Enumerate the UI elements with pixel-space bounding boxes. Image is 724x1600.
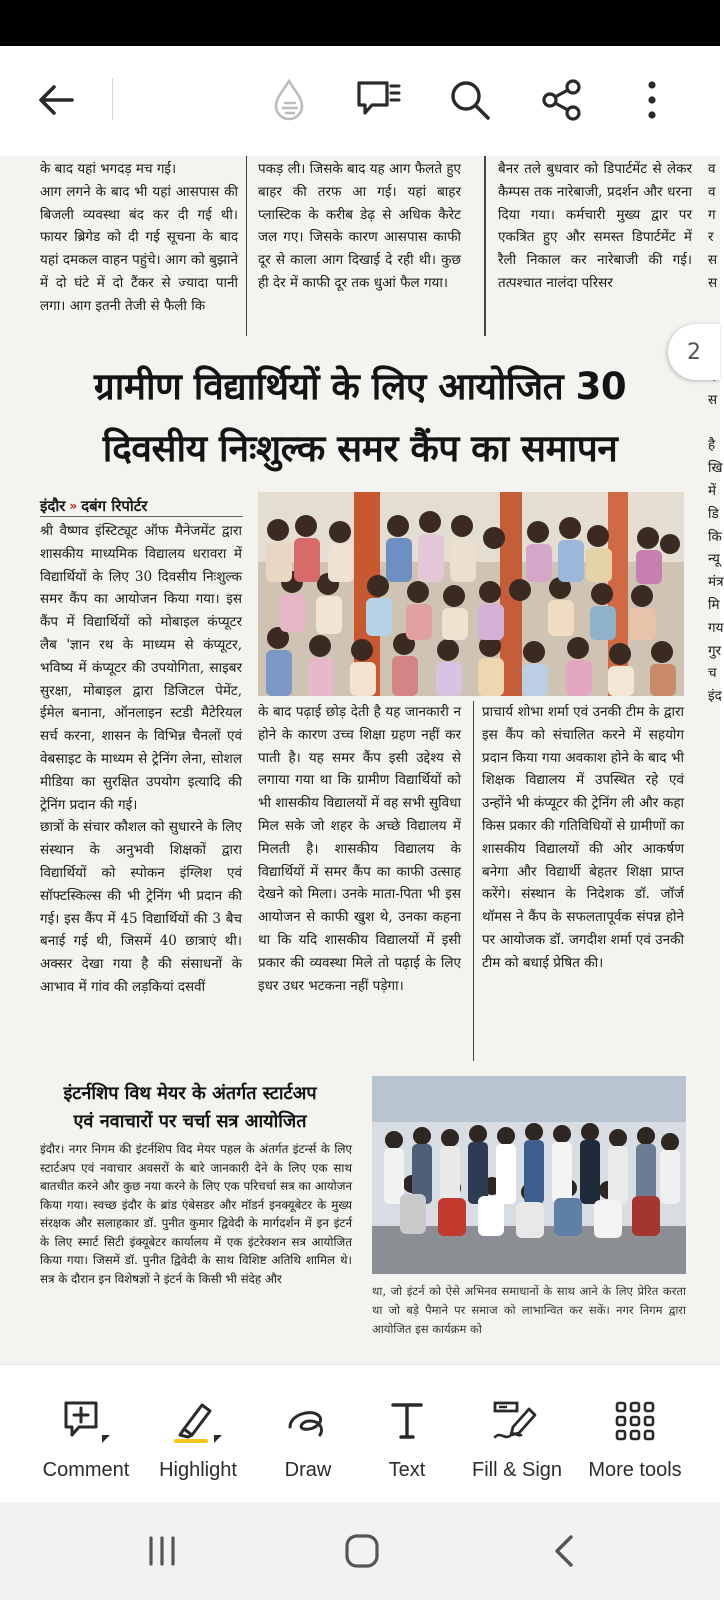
highlight-tool-label: Highlight bbox=[159, 1459, 237, 1481]
back-button[interactable] bbox=[30, 74, 82, 126]
home-button[interactable] bbox=[332, 1524, 392, 1578]
more-vertical-icon bbox=[642, 78, 662, 122]
recent-apps-button[interactable] bbox=[132, 1524, 192, 1578]
overflow-menu-button[interactable] bbox=[626, 74, 678, 126]
summer-camp-group-photo bbox=[258, 492, 684, 696]
fill-sign-icon bbox=[489, 1397, 545, 1445]
article-byline bbox=[40, 495, 243, 517]
bottom-tools-toolbar bbox=[0, 1364, 720, 1502]
search-button[interactable] bbox=[444, 74, 496, 126]
comment-tool-button[interactable] bbox=[40, 1365, 132, 1503]
status-bar bbox=[0, 0, 720, 46]
draw-freehand-icon bbox=[280, 1397, 336, 1445]
byline-place: इंदौर bbox=[40, 496, 66, 515]
liquid-mode-icon bbox=[266, 77, 312, 123]
text-tool-icon bbox=[379, 1397, 435, 1445]
add-comment-icon bbox=[58, 1397, 114, 1445]
toolbar-divider bbox=[112, 78, 113, 120]
home-icon bbox=[342, 1531, 382, 1571]
top-article-column-1: के बाद यहां भगदड़ मच गई। आग लगने के बाद भी यहां आसपास की बिजली व्यवस्था बंद कर दी गई थी। फायर ब्रिगेड को दी गई सूचना के बाद यहां दमकल वाहन पहुंचे। आग को बुझाने में दो घंटे में दो टैंकर से ज्यादा पानी लगा। आग इतनी तेजी से फैली कि bbox=[40, 161, 238, 314]
nav-back-icon bbox=[549, 1532, 579, 1570]
more-tools-label: More tools bbox=[588, 1459, 682, 1481]
column-rule bbox=[473, 701, 474, 1061]
search-icon bbox=[448, 78, 492, 122]
article-headline: ग्रामीण विद्यार्थियों के लिए आयोजित 30 दिवसीय निःशुल्क समर कैंप का समापन bbox=[93, 365, 627, 470]
top-toolbar bbox=[0, 46, 720, 156]
interns-group-photo bbox=[372, 1076, 686, 1274]
share-button[interactable] bbox=[536, 74, 588, 126]
comments-list-button[interactable] bbox=[352, 74, 404, 126]
byline-author: दबंग रिपोर्टर bbox=[81, 496, 148, 515]
more-tools-button[interactable] bbox=[580, 1365, 690, 1503]
internship-article-headline: इंटर्नशिप विथ मेयर के अंतर्गत स्टार्टअप एवं नवाचारों पर चर्चा सत्र आयोजित bbox=[63, 1083, 317, 1132]
main-article-column-1: श्री वैष्णव इंस्टिट्यूट ऑफ मैनेजमेंट द्वारा शासकीय माध्यमिक विद्यालय धरावरा में विद्यार्थियों के लिए 30 दिवसीय निःशुल्क समर कैंप का आयोजन किया गया। इस कैंप में विद्यार्थियों को मोबाइल कंप्यूटर लैब 'ज्ञान रथ के माध्यम से कंप्यूटर, भविष्य में कंप्यूटर की उपयोगिता, साइबर सुरक्षा, मोबाइल द्वारा डिजिटल पेमेंट, ईमेल बनाना, ऑनलाइन स्टडी मैटेरियल सर्च करना, शासन के विभिन्न चैनलों एवं वेबसाइट के माध्यम से ट्रेनिंग लेना, सोशल मीडिया का सुरक्षित उपयोग इत्यादि की ट्रेनिंग प्रदान की गई। छात्रों के संचार कौशल को सुधारने के लिए संस्थान के अनुभवी शिक्षकों द्वारा विद्यार्थियों को स्पोकन इंग्लिश एवं सॉफ्टस्किल्स की भी ट्रेनिंग भी प्रदान की गई। इस कैंप में 45 विद्यार्थियों की 3 बैच बनाई गई थी, जिसमें 40 छात्राएं थी। अक्सर देखा गया है की संसाधनों के आभाव में गांव की लड़कियां दसवीं bbox=[40, 523, 242, 995]
comments-list-icon bbox=[354, 77, 402, 123]
android-navigation-bar bbox=[0, 1502, 720, 1600]
draw-tool-label: Draw bbox=[284, 1459, 332, 1481]
top-article-column-3: बैनर तले बुधवार को डिपार्टमेंट से लेकर कैम्पस तक नारेबाजी, प्रदर्शन और धरना दिया गया। कर्मचारी मुख्य द्वार पर एकत्रित हुए और समस्त डिपार्टमेंट में रैली निकाल कर नारेबाजी की गई। तत्पश्चात नालंदा परिसर bbox=[498, 161, 692, 291]
text-tool-label: Text bbox=[388, 1459, 426, 1481]
highlighter-icon bbox=[170, 1397, 226, 1445]
grid-dots-icon bbox=[607, 1397, 663, 1445]
highlight-tool-button[interactable] bbox=[150, 1365, 246, 1503]
comment-tool-label: Comment bbox=[42, 1459, 130, 1481]
fill-sign-tool-label: Fill & Sign bbox=[471, 1459, 563, 1481]
page-number-indicator[interactable]: 2 bbox=[668, 324, 720, 380]
liquid-mode-button[interactable] bbox=[263, 74, 315, 126]
pdf-page-view[interactable] bbox=[0, 156, 724, 1364]
internship-article-continued-text: था, जो इंटर्न को ऐसे अभिनव समाधानों के साथ आने के लिए प्रेरित करता था जो बड़े पैमाने पर समाज को लाभान्वित कर सकें। नगर निगम द्वारा आयोजित इस कार्यक्रम को bbox=[372, 1284, 686, 1336]
next-page-edge-text: स है खि में डि कि न्यू मंत्र मि गय गुर च इंद bbox=[708, 391, 724, 705]
main-article-column-2: के बाद पढ़ाई छोड़ देती है यह जानकारी न होने के कारण उच्च शिक्षा ग्रहण नहीं कर पाती है। यह समर कैंप इसी उद्देश्य से लगाया गया था कि ग्रामीण विद्यार्थियों को भी शासकीय विद्यालयों में वह सभी सुविधा मिल सके जो शहर के अच्छे विद्यालय में मिलती है। शासकीय विद्यालय के विद्यार्थियों में समर कैंप का काफी उत्साह देखने को मिला। उनके माता-पिता भी इस आयोजन से काफी खुश थे, उनका कहना था कि यदि शासकीय विद्यालयों में इसी प्रकार की व्यवस्था मिले तो पढ़ाई के लिए इधर उधर भटकना नहीं पड़ेगा। bbox=[258, 704, 461, 994]
top-article-column-2: पकड़ ली। जिसके बाद यह आग फैलते हुए बाहर की तरफ आ गई। यहां बाहर प्लास्टिक के करीब डेढ़ से अधिक कैरेट जल गए। जिसके कारण आसपास काफी दूर से काला आग दिखाई दे रही थी। कुछ ही देर में काफी दूर तक धुआं फैल गया। bbox=[258, 161, 461, 291]
main-article-column-3: प्राचार्य शोभा शर्मा एवं उनकी टीम के द्वारा इस कैंप को संचालित करने में सहयोग प्रदान किया गया अवकाश होने के बाद भी शिक्षक विद्यालय में उपस्थित रहे एवं उन्होंने भी कंप्यूटर की ट्रेनिंग ली और कहा किस प्रकार की गतिविधियों से ग्रामीणों का शासकीय विद्यालयों की ओर आकर्षण बनेगा और विद्यार्थी बेहतर शिक्षा प्राप्त करेंगे। संस्थान के निदेशक डॉ. जॉर्ज थॉमस ने कैंप के सफलतापूर्वक संपन्न होने पर आयोजक डॉ. जगदीश शर्मा एवं उनकी टीम को बधाई प्रेषित की। bbox=[482, 704, 684, 971]
back-arrow-icon bbox=[36, 80, 76, 120]
byline-arrow: » bbox=[69, 498, 78, 513]
column-rule bbox=[484, 156, 486, 336]
draw-tool-button[interactable] bbox=[268, 1365, 348, 1503]
top-article-column-4-edge: व व ग र स स bbox=[708, 161, 718, 291]
recent-apps-icon bbox=[144, 1534, 180, 1568]
share-icon bbox=[540, 78, 584, 122]
fill-sign-tool-button[interactable] bbox=[462, 1365, 572, 1503]
internship-article-body: इंदौर। नगर निगम की इंटर्नशिप विद मेयर पहल के अंतर्गत इंटर्न्स के लिए स्टार्टअप एवं नवाचार अवसरों के बारे जानकारी देने के लिए एक साथ बातचीत करने और कुछ नया करने के लिए एक परिचर्चा सत्र का आयोजन किया गया। स्वच्छ इंदौर के ब्रांड एंबेसडर और मॉडर्न इनक्यूबेटर के मुख्य संरक्षक और सलाहकार डॉ. पुनीत कुमार द्विवेदी के मार्गदर्शन में इन इंटर्न के लिए स्मार्ट सिटी इंक्यूबेटर कार्यालय में एक इंटरेक्शन सत्र आयोजित किया गया। जिसमें डॉ. पुनीत द्विवेदी के साथ विशिष्ट अतिथि शामिल थे। सत्र के दौरान इन विशेषज्ञों ने इंटर्न के किसी भी संदेह और bbox=[40, 1142, 352, 1286]
system-back-button[interactable] bbox=[534, 1524, 594, 1578]
text-tool-button[interactable] bbox=[370, 1365, 444, 1503]
column-rule bbox=[246, 156, 247, 336]
